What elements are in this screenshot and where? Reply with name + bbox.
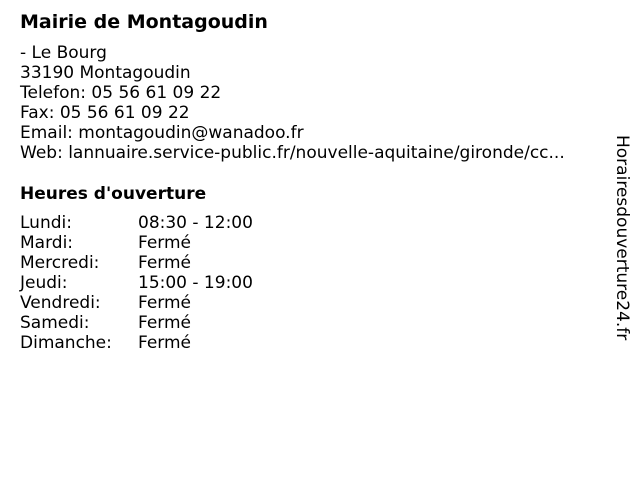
web-address: Web: lannuaire.service-public.fr/nouvelle-aquitaine/gironde/cc...: [20, 143, 565, 163]
hours-row-mercredi: [20, 253, 253, 273]
hours-time: Fermé: [138, 313, 192, 333]
address-street: - Le Bourg: [20, 43, 107, 63]
hours-row-lundi: [20, 213, 253, 233]
hours-table: [20, 213, 253, 353]
hours-day: Mardi:: [20, 233, 74, 253]
phone-number: Telefon: 05 56 61 09 22: [20, 83, 222, 103]
fax-number: Fax: 05 56 61 09 22: [20, 103, 190, 123]
hours-day: Mercredi:: [20, 253, 100, 273]
email-address: Email: montagoudin@wanadoo.fr: [20, 123, 304, 143]
page-title: Mairie de Montagoudin: [20, 11, 268, 33]
address-block: [20, 43, 565, 163]
hours-time: Fermé: [138, 333, 192, 353]
hours-row-mardi: [20, 233, 253, 253]
site-brand-vertical: Horairesdouverture24.fr: [612, 135, 632, 341]
hours-day: Samedi:: [20, 313, 90, 333]
address-city: 33190 Montagoudin: [20, 63, 191, 83]
hours-row-jeudi: [20, 273, 253, 293]
hours-day: Dimanche:: [20, 333, 112, 353]
hours-time: Fermé: [138, 253, 192, 273]
hours-time: Fermé: [138, 233, 192, 253]
hours-day: Jeudi:: [20, 273, 68, 293]
hours-day: Vendredi:: [20, 293, 101, 313]
hours-day: Lundi:: [20, 213, 72, 233]
hours-time: 15:00 - 19:00: [138, 273, 253, 293]
hours-row-dimanche: [20, 333, 253, 353]
hours-time: Fermé: [138, 293, 192, 313]
hours-title: Heures d'ouverture: [20, 184, 207, 204]
hours-row-samedi: [20, 313, 253, 333]
hours-row-vendredi: [20, 293, 253, 313]
hours-time: 08:30 - 12:00: [138, 213, 253, 233]
